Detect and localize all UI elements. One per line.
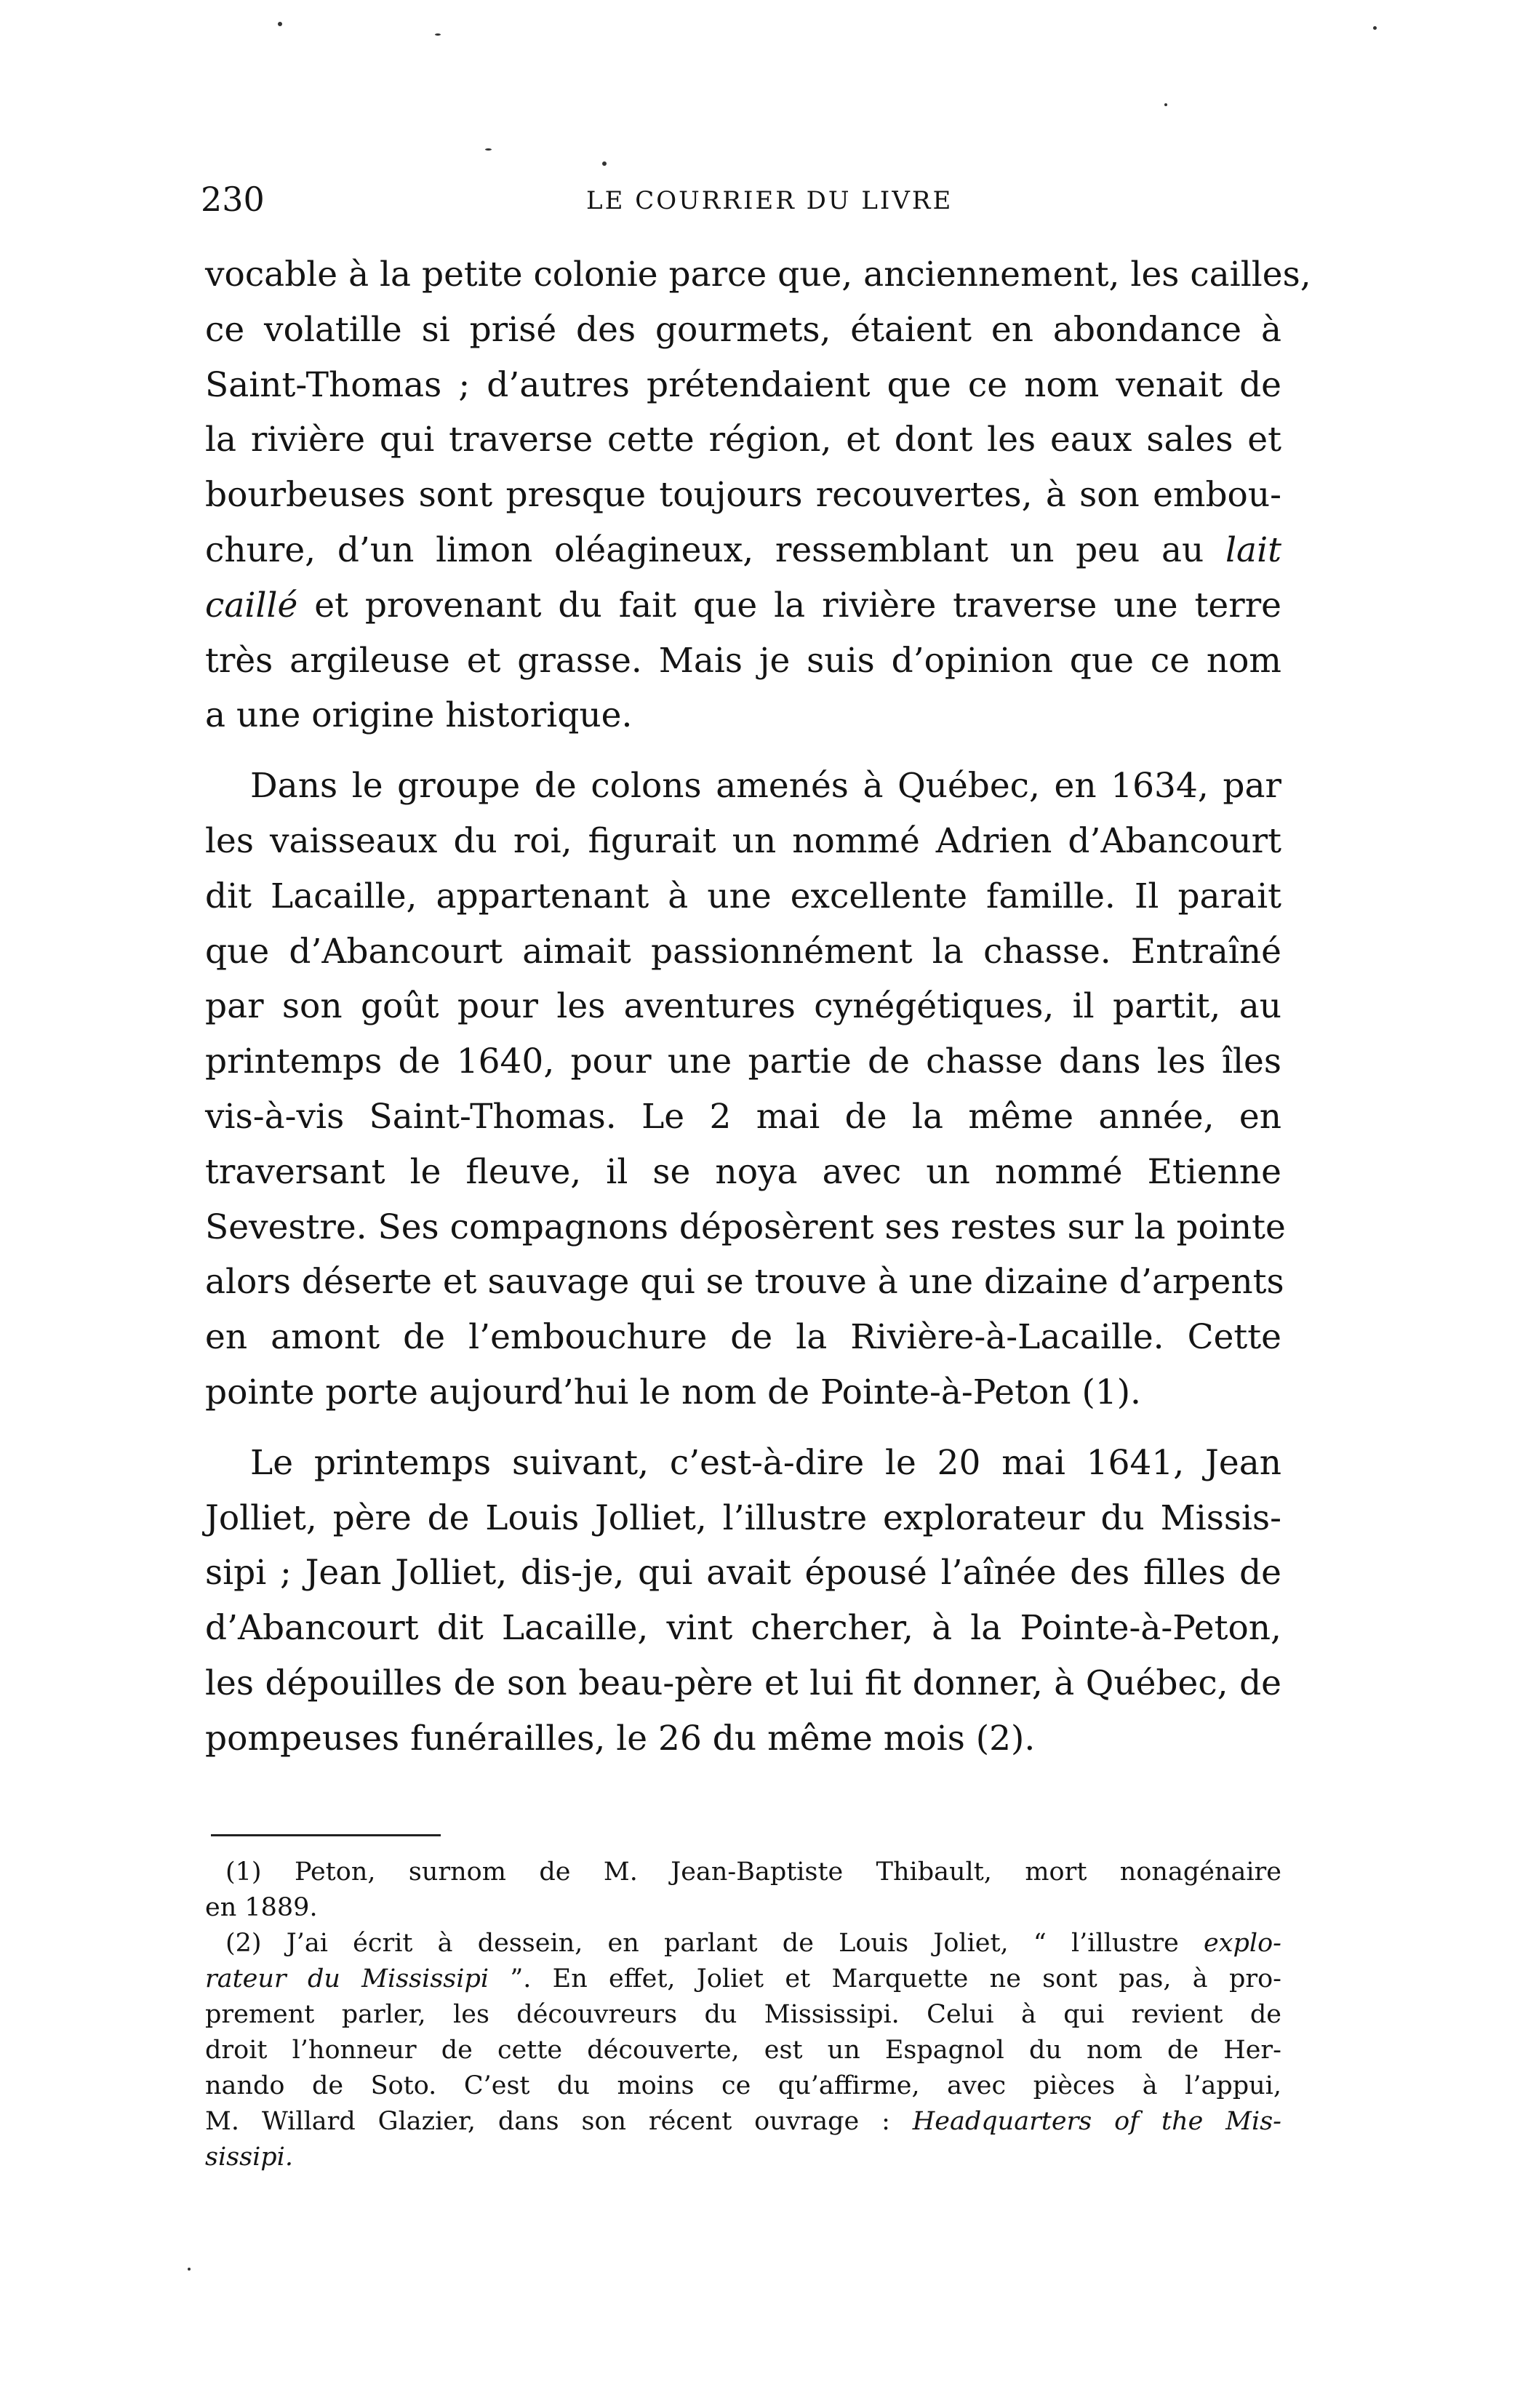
text-line: la rivière qui traverse cette région, et dont les eaux sales et <box>205 420 1281 460</box>
scan-speck <box>435 33 441 36</box>
text-line: Jolliet, père de Louis Jolliet, l’illustre explorateur du Missis- <box>205 1497 1281 1538</box>
text-line: les dépouilles de son beau-père et lui fit donner, à Québec, de <box>205 1663 1281 1703</box>
footnote-rule <box>211 1834 441 1836</box>
text-line: Sevestre. Ses compagnons déposèrent ses restes sur la pointe <box>205 1207 1286 1247</box>
text-segment: ”. En effet, Joliet et Marquette ne sont pas, à pro- <box>489 1964 1281 1993</box>
text-line: que d’Abancourt aimait passionnément la chasse. Entraîné <box>205 931 1281 972</box>
text-line: en amont de l’embouchure de la Rivière-à-Lacaille. Cette <box>205 1317 1281 1358</box>
text-line <box>205 523 1281 578</box>
text-line: a une origine historique. <box>205 695 633 736</box>
text-line: Le printemps suivant, c’est-à-dire le 20 mai 1641, Jean <box>250 1442 1281 1483</box>
footnote-2 <box>205 1926 1281 2175</box>
footnote-line <box>205 1961 1281 1997</box>
text-line: bourbeuses sont presque toujours recouvertes, à son embou- <box>205 475 1281 516</box>
scan-speck <box>1164 103 1167 106</box>
scan-speck <box>1373 26 1377 30</box>
italic-term: sissipi. <box>205 2143 293 2172</box>
text-line: vocable à la petite colonie parce que, anciennement, les cailles, <box>205 255 1311 295</box>
text-line: Saint-Thomas ; d’autres prétendaient que ce nom venait de <box>205 364 1281 405</box>
scan-speck <box>188 2268 191 2271</box>
text-line: sipi ; Jean Jolliet, dis-je, qui avait épousé l’aînée des filles de <box>205 1553 1281 1593</box>
scan-speck <box>485 148 492 151</box>
text-line: très argileuse et grasse. Mais je suis d’opinion que ce nom <box>205 640 1281 681</box>
text-line: pompeuses funérailles, le 26 du même mois (2). <box>205 1718 1036 1759</box>
scan-speck <box>278 22 282 26</box>
running-head <box>201 177 1284 221</box>
running-title: LE COURRIER DU LIVRE <box>586 186 953 215</box>
text-segment: chure, d’un limon oléagineux, ressemblant un peu au <box>205 529 1226 570</box>
paragraph-3 <box>205 1436 1281 1767</box>
text-line: vis-à-vis Saint-Thomas. Le 2 mai de la même année, en <box>205 1096 1281 1137</box>
footnote-line: droit l’honneur de cette découverte, est un Espagnol du nom de Her- <box>205 2036 1281 2065</box>
text-line: dit Lacaille, appartenant à une excellente famille. Il parait <box>205 876 1281 916</box>
footnote-line <box>205 2140 1281 2175</box>
footnotes <box>205 1855 1281 2175</box>
text-line: printemps de 1640, pour une partie de chasse dans les îles <box>205 1041 1281 1082</box>
text-line: ce volatille si prisé des gourmets, étaient en abondance à <box>205 309 1281 350</box>
body-text <box>205 247 1311 1767</box>
scan-speck <box>602 161 607 166</box>
text-line: les vaisseaux du roi, figurait un nommé Adrien d’Abancourt <box>205 820 1281 861</box>
footnote-line: prement parler, les découvreurs du Mississipi. Celui à qui revient de <box>205 2000 1281 2029</box>
italic-term: rateur du Mississipi <box>205 1964 489 1993</box>
text-line: d’Abancourt dit Lacaille, vint chercher, à la Pointe-à-Peton, <box>205 1608 1281 1649</box>
footnote-line: nando de Soto. C’est du moins ce qu’affirme, avec pièces à l’appui, <box>205 2071 1281 2100</box>
text-line <box>205 578 1281 633</box>
footnote-1 <box>205 1855 1281 1926</box>
italic-term: explo- <box>1204 1929 1281 1958</box>
page-number: 230 <box>201 180 265 219</box>
text-line: Dans le groupe de colons amenés à Québec, en 1634, par <box>250 766 1281 807</box>
footnote-line <box>205 1926 1281 1961</box>
italic-term: caillé <box>205 585 298 625</box>
text-segment: et provenant du fait que la rivière traverse une terre <box>297 585 1281 625</box>
footnote-line: en 1889. <box>205 1893 318 1922</box>
footnote-line <box>205 2104 1281 2140</box>
text-line: alors déserte et sauvage qui se trouve à une dizaine d’arpents <box>205 1262 1284 1303</box>
footnote-line: (1) Peton, surnom de M. Jean-Baptiste Thibault, mort nonagénaire <box>225 1857 1281 1887</box>
text-line: pointe porte aujourd’hui le nom de Pointe-à-Peton (1). <box>205 1372 1141 1412</box>
paragraph-2 <box>205 759 1286 1420</box>
text-line: par son goût pour les aventures cynégétiques, il partit, au <box>205 986 1281 1027</box>
text-segment: M. Willard Glazier, dans son récent ouvrage : <box>205 2107 913 2136</box>
text-line: traversant le fleuve, il se noya avec un nommé Etienne <box>205 1151 1281 1192</box>
text-segment: (2) J’ai écrit à dessein, en parlant de Louis Joliet, “ l’illustre <box>225 1929 1204 1958</box>
paragraph-1 <box>205 247 1311 743</box>
italic-term: Headquarters of the Mis- <box>912 2107 1282 2136</box>
italic-term: lait <box>1225 529 1281 570</box>
